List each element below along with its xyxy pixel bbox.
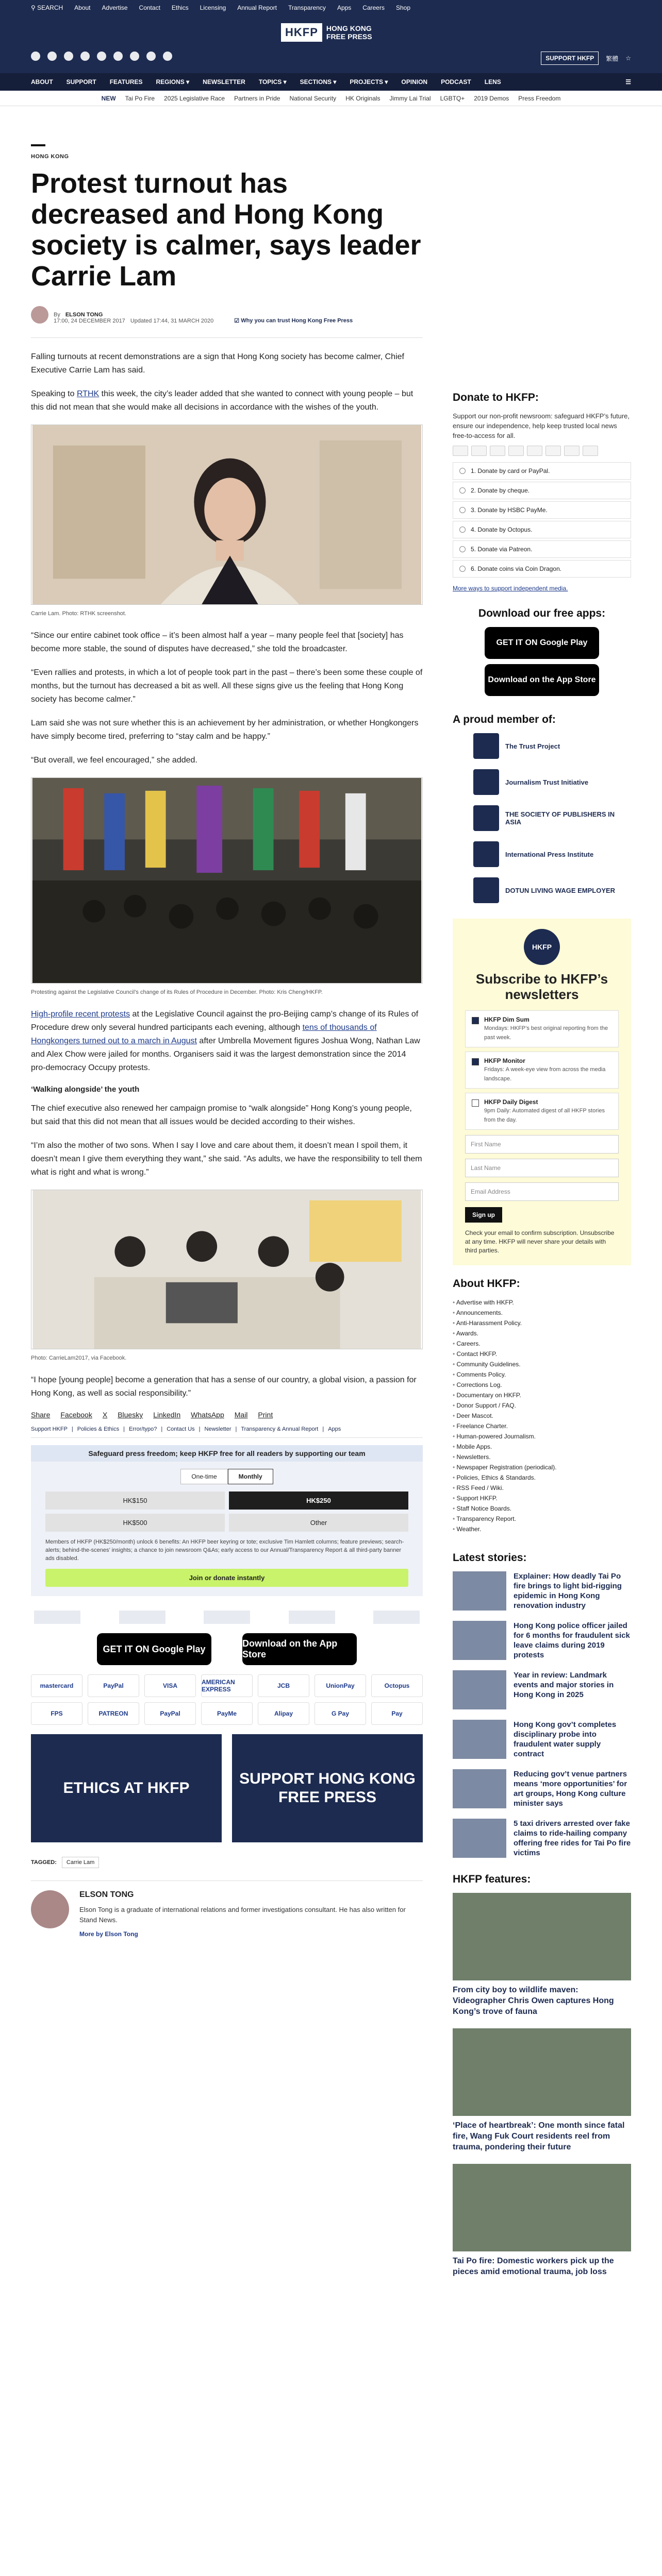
join-button[interactable]: Join or donate instantly — [45, 1569, 408, 1587]
donate-option[interactable]: 1. Donate by card or PayPal. — [453, 462, 631, 480]
paragraph: Falling turnouts at recent demonstrations are a sign that Hong Kong society has become calmer, Chief Executive Carrie Lam has said. — [31, 352, 404, 375]
feature-image[interactable] — [453, 2028, 631, 2116]
author-name[interactable]: ELSON TONG — [65, 312, 103, 318]
story-thumbnail[interactable] — [453, 1769, 506, 1808]
radio-icon — [459, 527, 466, 533]
feature-story[interactable] — [453, 2164, 631, 2277]
amount-option[interactable]: HK$150 — [45, 1492, 225, 1510]
app-store-badge[interactable]: Download on the App Store — [485, 664, 599, 696]
shield-icon: ☑ — [234, 318, 240, 324]
inline-link[interactable]: tens of thousands of Hongkongers turned out to a march in August — [31, 1023, 377, 1045]
topbar-link[interactable]: Ethics — [171, 4, 189, 11]
header-actions — [541, 52, 631, 65]
more-ways-link[interactable]: More ways to support independent media. — [453, 585, 568, 592]
social-links — [31, 52, 172, 61]
top-utility-bar — [0, 0, 662, 15]
nav-item[interactable]: FEATURES — [109, 78, 143, 86]
share-facebook[interactable]: Facebook — [60, 1411, 92, 1419]
telegram-icon[interactable] — [130, 52, 139, 61]
first-name-field[interactable]: First Name — [465, 1135, 619, 1154]
gpay-icon — [583, 446, 598, 456]
newsletter-signup — [453, 919, 631, 1265]
trending-link[interactable]: HK Originals — [345, 94, 380, 102]
ipi-logo[interactable] — [289, 1611, 335, 1624]
trending-link[interactable]: 2019 Demos — [474, 94, 509, 102]
author-photo[interactable] — [31, 1890, 69, 1928]
author-bio: Elson Tong is a graduate of international relations and former investigations consultant. He has also written for Stand News. — [79, 1906, 406, 1924]
newsletter-option[interactable]: HKFP Monitor Fridays: A week-eye view from across the media landscape. — [465, 1052, 619, 1089]
donation-box — [31, 1445, 423, 1596]
about-link[interactable]: • Documentary on HKFP. — [453, 1390, 631, 1400]
newsletter-note: Check your email to confirm subscription. Unsubscribe at any time. HKFP will never share your details with third parties. — [465, 1229, 615, 1254]
publish-date: 17:00, 24 DECEMBER 2017 — [54, 317, 125, 324]
photo-protest — [31, 777, 423, 984]
donate-option[interactable]: 4. Donate by Octopus. — [453, 521, 631, 538]
author-avatar[interactable] — [31, 306, 48, 324]
paragraph: “Since our entire cabinet took office – it’s been almost half a year – many people feel that [society] has become more stable, the sound of disputes have decreased,” she told the broadcaster. — [31, 631, 404, 653]
nav-item[interactable]: LENS — [484, 78, 501, 86]
trending-link[interactable]: Partners in Pride — [234, 94, 280, 102]
about-link[interactable]: • Deer Mascot. — [453, 1411, 631, 1421]
section-heading: ‘Walking alongside’ the youth — [31, 1085, 140, 1094]
story-headline[interactable]: Year in review: Landmark events and major stories in Hong Kong in 2025 — [514, 1671, 614, 1699]
sopa-logo[interactable] — [204, 1611, 250, 1624]
newsletter-option[interactable]: HKFP Daily Digest 9pm Daily: Automated digest of all HKFP stories from the day. — [465, 1093, 619, 1130]
paragraph: “Even rallies and protests, in which a lot of people took part in the past – there’s been some these couple of months, but the turnout has decreased a bit as well. All these signs give us the feeling that Hong Kong society has become calmer.” — [31, 668, 423, 704]
trending-link[interactable]: 2025 Legislative Race — [164, 94, 225, 102]
about-link[interactable]: • Contact HKFP. — [453, 1349, 631, 1359]
one-time-tab[interactable]: One-time — [180, 1469, 227, 1484]
member-item[interactable]: Journalism Trust Initiative — [473, 769, 631, 795]
about-link[interactable]: • Announcements. — [453, 1308, 631, 1318]
about-link[interactable]: • Newspaper Registration (periodical). — [453, 1462, 631, 1472]
inline-link[interactable]: RTHK — [76, 389, 100, 398]
nav-item[interactable]: REGIONS ▾ — [156, 78, 190, 86]
about-link[interactable]: • Transparency Report. — [453, 1514, 631, 1524]
about-link[interactable]: • Comments Policy. — [453, 1369, 631, 1380]
share-bluesky[interactable]: Bluesky — [118, 1411, 143, 1419]
applepay-icon — [564, 446, 580, 456]
site-header — [0, 15, 662, 73]
donation-heading: Safeguard press freedom; keep HKFP free for all readers by supporting our team — [31, 1445, 423, 1462]
language-switch[interactable]: 繁體 — [606, 55, 619, 62]
support-link[interactable]: Transparency & Annual Report — [241, 1426, 319, 1432]
nav-item[interactable]: SECTIONS ▾ — [300, 78, 337, 86]
payment-logo: JCB — [258, 1674, 309, 1697]
main-navigation — [0, 73, 662, 91]
share-x[interactable]: X — [102, 1411, 108, 1419]
bluesky-icon[interactable] — [146, 52, 156, 61]
about-list — [453, 1297, 631, 1534]
about-link[interactable]: • Weather. — [453, 1524, 631, 1534]
story-headline[interactable]: 5 taxi drivers arrested over fake claims to ride-hailing company offering free rides for Tai Po fire victims — [514, 1819, 631, 1857]
tags-label: TAGGED: — [31, 1859, 57, 1866]
trust-project-icon — [473, 733, 499, 759]
about-link[interactable]: • Policies, Ethics & Standards. — [453, 1472, 631, 1483]
payment-logo: PayMe — [201, 1702, 253, 1725]
feature-story[interactable] — [453, 2028, 631, 2153]
payment-logo: FPS — [31, 1702, 82, 1725]
newsletter-title: Subscribe to HKFP’s newsletters — [475, 971, 608, 1002]
about-link[interactable]: • Human-powered Journalism. — [453, 1431, 631, 1442]
story-thumbnail[interactable] — [453, 1720, 506, 1759]
jcb-icon — [508, 446, 524, 456]
about-link[interactable]: • Support HKFP. — [453, 1493, 631, 1503]
photo-caption: Photo: CarrieLam2017, via Facebook. — [31, 1355, 127, 1361]
paragraph: “I hope [young people] become a generation that has a sense of our country, a global vision, a passion for Hong Kong, as well as social responsibility.” — [31, 1376, 417, 1398]
trending-bar — [0, 91, 662, 106]
latest-story[interactable] — [453, 1819, 631, 1858]
nav-item[interactable]: ABOUT — [31, 78, 53, 86]
support-link[interactable]: Policies & Ethics — [77, 1426, 120, 1432]
about-link[interactable]: • Community Guidelines. — [453, 1359, 631, 1369]
updated-date: Updated 17:44, 31 MARCH 2020 — [130, 317, 214, 324]
share-linkedin[interactable]: LinkedIn — [153, 1411, 181, 1419]
donate-option[interactable]: 3. Donate by HSBC PayMe. — [453, 501, 631, 519]
newsletter-option[interactable]: HKFP Dim Sum Mondays: HKFP’s best original reporting from the past week. — [465, 1010, 619, 1047]
about-link[interactable]: • Corrections Log. — [453, 1380, 631, 1390]
support-hkfp-button[interactable]: SUPPORT HKFP — [541, 52, 599, 65]
story-headline[interactable]: Reducing gov’t venue partners means ‘more opportunities’ for art groups, Hong Kong culture minister says — [514, 1770, 627, 1808]
youtube-icon[interactable] — [97, 52, 106, 61]
article-category[interactable]: HONG KONG — [31, 154, 69, 160]
about-link[interactable]: • RSS Feed / Wiki. — [453, 1483, 631, 1493]
story-thumbnail[interactable] — [453, 1571, 506, 1611]
donate-option[interactable]: 2. Donate by cheque. — [453, 482, 631, 499]
support-links: Support HKFP | Policies & Ethics | Error/typo? | Contact Us | Newsletter | Transparency & Annual Report | Apps — [31, 1426, 423, 1438]
paypal-icon — [545, 446, 561, 456]
feature-headline[interactable]: From city boy to wildlife maven: Videographer Chris Owen captures Hong Kong’s trove of fauna — [453, 1986, 614, 2016]
ethics-banner[interactable]: ETHICS AT HKFP — [31, 1734, 222, 1842]
story-headline[interactable]: Explainer: How deadly Tai Po fire brings to light bid-rigging epidemic in Hong Kong renovation industry — [514, 1572, 622, 1610]
payment-logo: Octopus — [371, 1674, 423, 1697]
topbar-link[interactable]: Careers — [362, 4, 385, 11]
article — [31, 144, 423, 1939]
member-logos-row — [31, 1611, 423, 1624]
about-heading: About HKFP: — [453, 1278, 520, 1290]
about-link[interactable]: • Donor Support / FAQ. — [453, 1400, 631, 1411]
search-icon: ⚲ — [31, 4, 36, 12]
logo-text: HONG KONG FREE PRESS — [326, 24, 372, 41]
linkedin-icon[interactable] — [113, 52, 123, 61]
donate-option[interactable]: 6. Donate coins via Coin Dragon. — [453, 560, 631, 578]
feature-headline[interactable]: Tai Po fire: Domestic workers pick up the pieces amid emotional trauma, job loss — [453, 2257, 614, 2276]
nav-item[interactable]: TOPICS ▾ — [258, 78, 287, 86]
donate-option[interactable]: 5. Donate via Patreon. — [453, 540, 631, 558]
share-mail[interactable]: Mail — [234, 1411, 248, 1419]
latest-stories — [453, 1571, 631, 1858]
figure — [31, 777, 423, 995]
unionpay-icon — [527, 446, 542, 456]
figure — [31, 425, 423, 617]
about-link[interactable]: • Awards. — [453, 1328, 631, 1338]
payment-logo: AMERICAN EXPRESS — [201, 1674, 253, 1697]
about-link[interactable]: • Newsletters. — [453, 1452, 631, 1462]
paragraph: Speaking to RTHK this week, the city’s leader added that she wanted to connect with young people – but this did not mean that she would make all decisions in accordance with the wishes of the youth. — [31, 389, 413, 412]
support-link[interactable]: Newsletter — [204, 1426, 231, 1432]
paragraph: “But overall, we feel encouraged,” she added. — [31, 756, 197, 765]
latest-story[interactable] — [453, 1621, 631, 1660]
features-heading: HKFP features: — [453, 1873, 531, 1885]
card-logos — [453, 446, 631, 456]
share-print[interactable]: Print — [258, 1411, 273, 1419]
living-wage-logo[interactable] — [373, 1611, 420, 1624]
jti-icon — [473, 769, 499, 795]
menu-icon[interactable]: ☰ — [625, 78, 631, 86]
monthly-tab[interactable]: Monthly — [228, 1469, 273, 1484]
amex-icon — [490, 446, 505, 456]
radio-icon — [459, 468, 466, 474]
topbar-link[interactable]: Apps — [337, 4, 352, 11]
about-link[interactable]: • Careers. — [453, 1338, 631, 1349]
photo-carrie-lam — [31, 425, 423, 605]
x-icon[interactable] — [47, 52, 57, 61]
divider — [31, 337, 423, 338]
byline-by: By — [54, 312, 60, 318]
payment-methods — [31, 1674, 423, 1725]
feature-stories — [453, 1893, 631, 2277]
topbar-link[interactable]: Shop — [395, 4, 411, 11]
about-link[interactable]: • Advertise with HKFP. — [453, 1297, 631, 1308]
paragraph: “I’m also the mother of two sons. When I say I love and care about them, it doesn’t mean I spoil them, it doesn’t mean I give them everything they want,” she said. “As adults, we have the responsibility to tell them what is right and what is wrong.” — [31, 1141, 422, 1177]
radio-icon — [459, 546, 466, 552]
living-wage-icon — [473, 877, 499, 903]
feature-image[interactable] — [453, 1893, 631, 1980]
topbar-link[interactable]: Licensing — [200, 4, 226, 11]
app-store-badge[interactable]: Download on the App Store — [242, 1633, 357, 1665]
nav-item[interactable]: NEWSLETTER — [203, 78, 245, 86]
paragraph: Lam said she was not sure whether this is an achievement by her administration, or whether Hongkongers have simply become tired, preferring to “stay calm and be happy.” — [31, 719, 419, 741]
about-link[interactable]: • Anti-Harassment Policy. — [453, 1318, 631, 1328]
author-box-name[interactable]: ELSON TONG — [79, 1890, 134, 1899]
checkbox-icon[interactable] — [472, 1058, 479, 1065]
nav-item[interactable]: OPINION — [401, 78, 428, 86]
support-link[interactable]: Support HKFP — [31, 1426, 68, 1432]
visa-icon — [453, 446, 468, 456]
amount-option[interactable]: HK$500 — [45, 1514, 225, 1532]
member-item[interactable]: DOTUN LIVING WAGE EMPLOYER — [473, 877, 631, 903]
member-item[interactable]: The Trust Project — [473, 733, 631, 759]
photo-lam-with-youth — [31, 1190, 423, 1349]
search-link[interactable]: ⚲ SEARCH — [31, 4, 63, 12]
photo-caption: Carrie Lam. Photo: RTHK screenshot. — [31, 611, 127, 617]
donate-text: Support our non-profit newsroom: safeguard HKFP’s future, ensure our independence, help keep trusted local news free-to-access for all. — [453, 412, 630, 439]
payment-logo: PayPal — [88, 1674, 139, 1697]
member-item[interactable]: International Press Institute — [473, 841, 631, 867]
rss-icon[interactable] — [163, 52, 172, 61]
about-link[interactable]: • Staff Notice Boards. — [453, 1503, 631, 1514]
photo-caption: Protesting against the Legislative Council’s change of its Rules of Procedure in December. Photo: Kris Cheng/HKFP. — [31, 989, 323, 995]
topbar-link[interactable]: Advertise — [102, 4, 128, 11]
topbar-link[interactable]: Transparency — [288, 4, 326, 11]
paragraph: The chief executive also renewed her campaign promise to “walk alongside” Hong Kong’s young people, but said that this did not mean that all issues would be decided according to their wishes. — [31, 1104, 412, 1126]
about-link[interactable]: • Freelance Charter. — [453, 1421, 631, 1431]
signup-button[interactable]: Sign up — [465, 1207, 502, 1223]
sopa-icon — [473, 805, 499, 831]
author-box — [31, 1880, 423, 1939]
divider — [31, 144, 45, 146]
nav-item[interactable]: PODCAST — [441, 78, 471, 86]
member-item[interactable]: THE SOCIETY OF PUBLISHERS IN ASIA — [473, 805, 631, 831]
feature-headline[interactable]: ‘Place of heartbreak’: One month since fatal fire, Wang Fuk Court residents reel from trauma, pondering their future — [453, 2121, 625, 2151]
payment-logo: Alipay — [258, 1702, 309, 1725]
newsletter-logo: HKFP — [524, 929, 560, 965]
promo-banners — [31, 1734, 423, 1842]
topbar-link[interactable]: Annual Report — [237, 4, 277, 11]
google-play-badge[interactable]: GET IT ON Google Play — [97, 1633, 211, 1665]
nav-item[interactable]: PROJECTS ▾ — [350, 78, 388, 86]
about-link[interactable]: • Mobile Apps. — [453, 1442, 631, 1452]
nav-item[interactable]: SUPPORT — [66, 78, 96, 86]
user-icon[interactable]: ☆ — [625, 55, 631, 62]
feature-story[interactable] — [453, 1893, 631, 2017]
payment-logo: PayPal — [144, 1702, 196, 1725]
app-badges — [31, 1633, 423, 1665]
logo-mark: HKFP — [281, 23, 322, 42]
dateline — [54, 317, 423, 324]
latest-story[interactable] — [453, 1769, 631, 1808]
latest-story[interactable] — [453, 1720, 631, 1759]
more-by-author-link[interactable]: More by Elson Tong — [79, 1930, 138, 1938]
article-title: Protest turnout has decreased and Hong Kong society is calmer, says leader Carrie Lam — [31, 168, 421, 292]
amount-options — [45, 1492, 408, 1532]
member-heading: A proud member of: — [453, 714, 556, 725]
new-label: NEW — [101, 94, 116, 102]
payment-logo: mastercard — [31, 1674, 82, 1697]
frequency-toggle — [45, 1469, 408, 1484]
story-headline[interactable]: Hong Kong police officer jailed for 6 months for fraudulent sick leave claims during 2019 protests — [514, 1621, 630, 1659]
checkbox-icon[interactable] — [472, 1017, 479, 1024]
share-link[interactable]: Share — [31, 1411, 51, 1419]
support-link[interactable]: Error/typo? — [128, 1426, 157, 1432]
story-thumbnail[interactable] — [453, 1670, 506, 1709]
radio-icon — [459, 487, 466, 494]
trust-link[interactable]: ☑ Why you can trust Hong Kong Free Press — [234, 317, 353, 324]
threads-icon[interactable] — [80, 52, 90, 61]
trending-link[interactable]: Jimmy Lai Trial — [389, 94, 431, 102]
latest-story[interactable] — [453, 1571, 631, 1611]
last-name-field[interactable]: Last Name — [465, 1159, 619, 1177]
apps-heading: Download our free apps: — [478, 607, 606, 619]
payment-logo: VISA — [144, 1674, 196, 1697]
trending-link[interactable]: National Security — [289, 94, 337, 102]
mastercard-icon — [471, 446, 487, 456]
payment-logo: Pay — [371, 1702, 423, 1725]
instagram-icon[interactable] — [64, 52, 73, 61]
trending-link[interactable]: Tai Po Fire — [125, 94, 155, 102]
facebook-icon[interactable] — [31, 52, 40, 61]
tag-chip[interactable]: Carrie Lam — [62, 1857, 99, 1868]
sidebar — [453, 392, 631, 2289]
jti-logo[interactable] — [119, 1611, 166, 1624]
radio-icon — [459, 507, 466, 513]
figure — [31, 1190, 423, 1361]
google-play-badge[interactable]: GET IT ON Google Play — [485, 627, 599, 659]
radio-icon — [459, 566, 466, 572]
trending-link[interactable]: Press Freedom — [518, 94, 561, 102]
payment-logo: G Pay — [315, 1702, 366, 1725]
share-whatsapp[interactable]: WhatsApp — [191, 1411, 224, 1419]
share-bar — [31, 1411, 423, 1419]
email-field[interactable]: Email Address — [465, 1182, 619, 1201]
support-link[interactable]: Contact Us — [167, 1426, 195, 1432]
checkbox-icon[interactable] — [472, 1099, 479, 1107]
trust-project-logo[interactable] — [34, 1611, 80, 1624]
ipi-icon — [473, 841, 499, 867]
paragraph: High-profile recent protests at the Legislative Council against the pro-Beijing camp’s change of its Rules of Procedure drew only several hundred participants each evening, although tens of thousands of Hongkongers turned out to a march in August after Umbrella Movement figures Joshua Wong, Nathan Law and Alex Chow were jailed for months. Organisers said it was the largest demonstration since the 2014 pro-democracy Occupy protests. — [31, 1010, 420, 1072]
story-thumbnail[interactable] — [453, 1819, 506, 1858]
payment-logo: PATREON — [88, 1702, 139, 1725]
topbar-link[interactable]: About — [74, 4, 91, 11]
payment-logo: UnionPay — [315, 1674, 366, 1697]
support-banner[interactable]: SUPPORT HONG KONG FREE PRESS — [232, 1734, 423, 1842]
story-thumbnail[interactable] — [453, 1621, 506, 1660]
sidebar-app-badges — [453, 627, 631, 696]
donate-heading: Donate to HKFP: — [453, 392, 539, 403]
feature-image[interactable] — [453, 2164, 631, 2251]
trending-link[interactable]: LGBTQ+ — [440, 94, 465, 102]
site-logo[interactable] — [281, 19, 384, 46]
support-link[interactable]: Apps — [328, 1426, 341, 1432]
tags — [31, 1857, 423, 1868]
amount-option-selected[interactable]: HK$250 — [229, 1492, 408, 1510]
membership-note: Members of HKFP (HK$250/month) unlock 6 benefits: An HKFP beer keyring or tote; exclusive Tim Hamlett columns; feature previews; search-alerts; behind-the-scenes’ insights; a chance to join newsroom Q&As; early access to our Annual/Transparency Report & all third-party banner ads disabled. — [45, 1539, 404, 1562]
latest-story[interactable] — [453, 1670, 631, 1709]
latest-heading: Latest stories: — [453, 1552, 527, 1564]
story-headline[interactable]: Hong Kong gov’t completes disciplinary probe into fraudulent water supply contract — [514, 1720, 617, 1758]
inline-link[interactable]: High-profile recent protests — [31, 1010, 130, 1019]
topbar-link[interactable]: Contact — [139, 4, 160, 11]
amount-option-other[interactable]: Other — [229, 1514, 408, 1532]
